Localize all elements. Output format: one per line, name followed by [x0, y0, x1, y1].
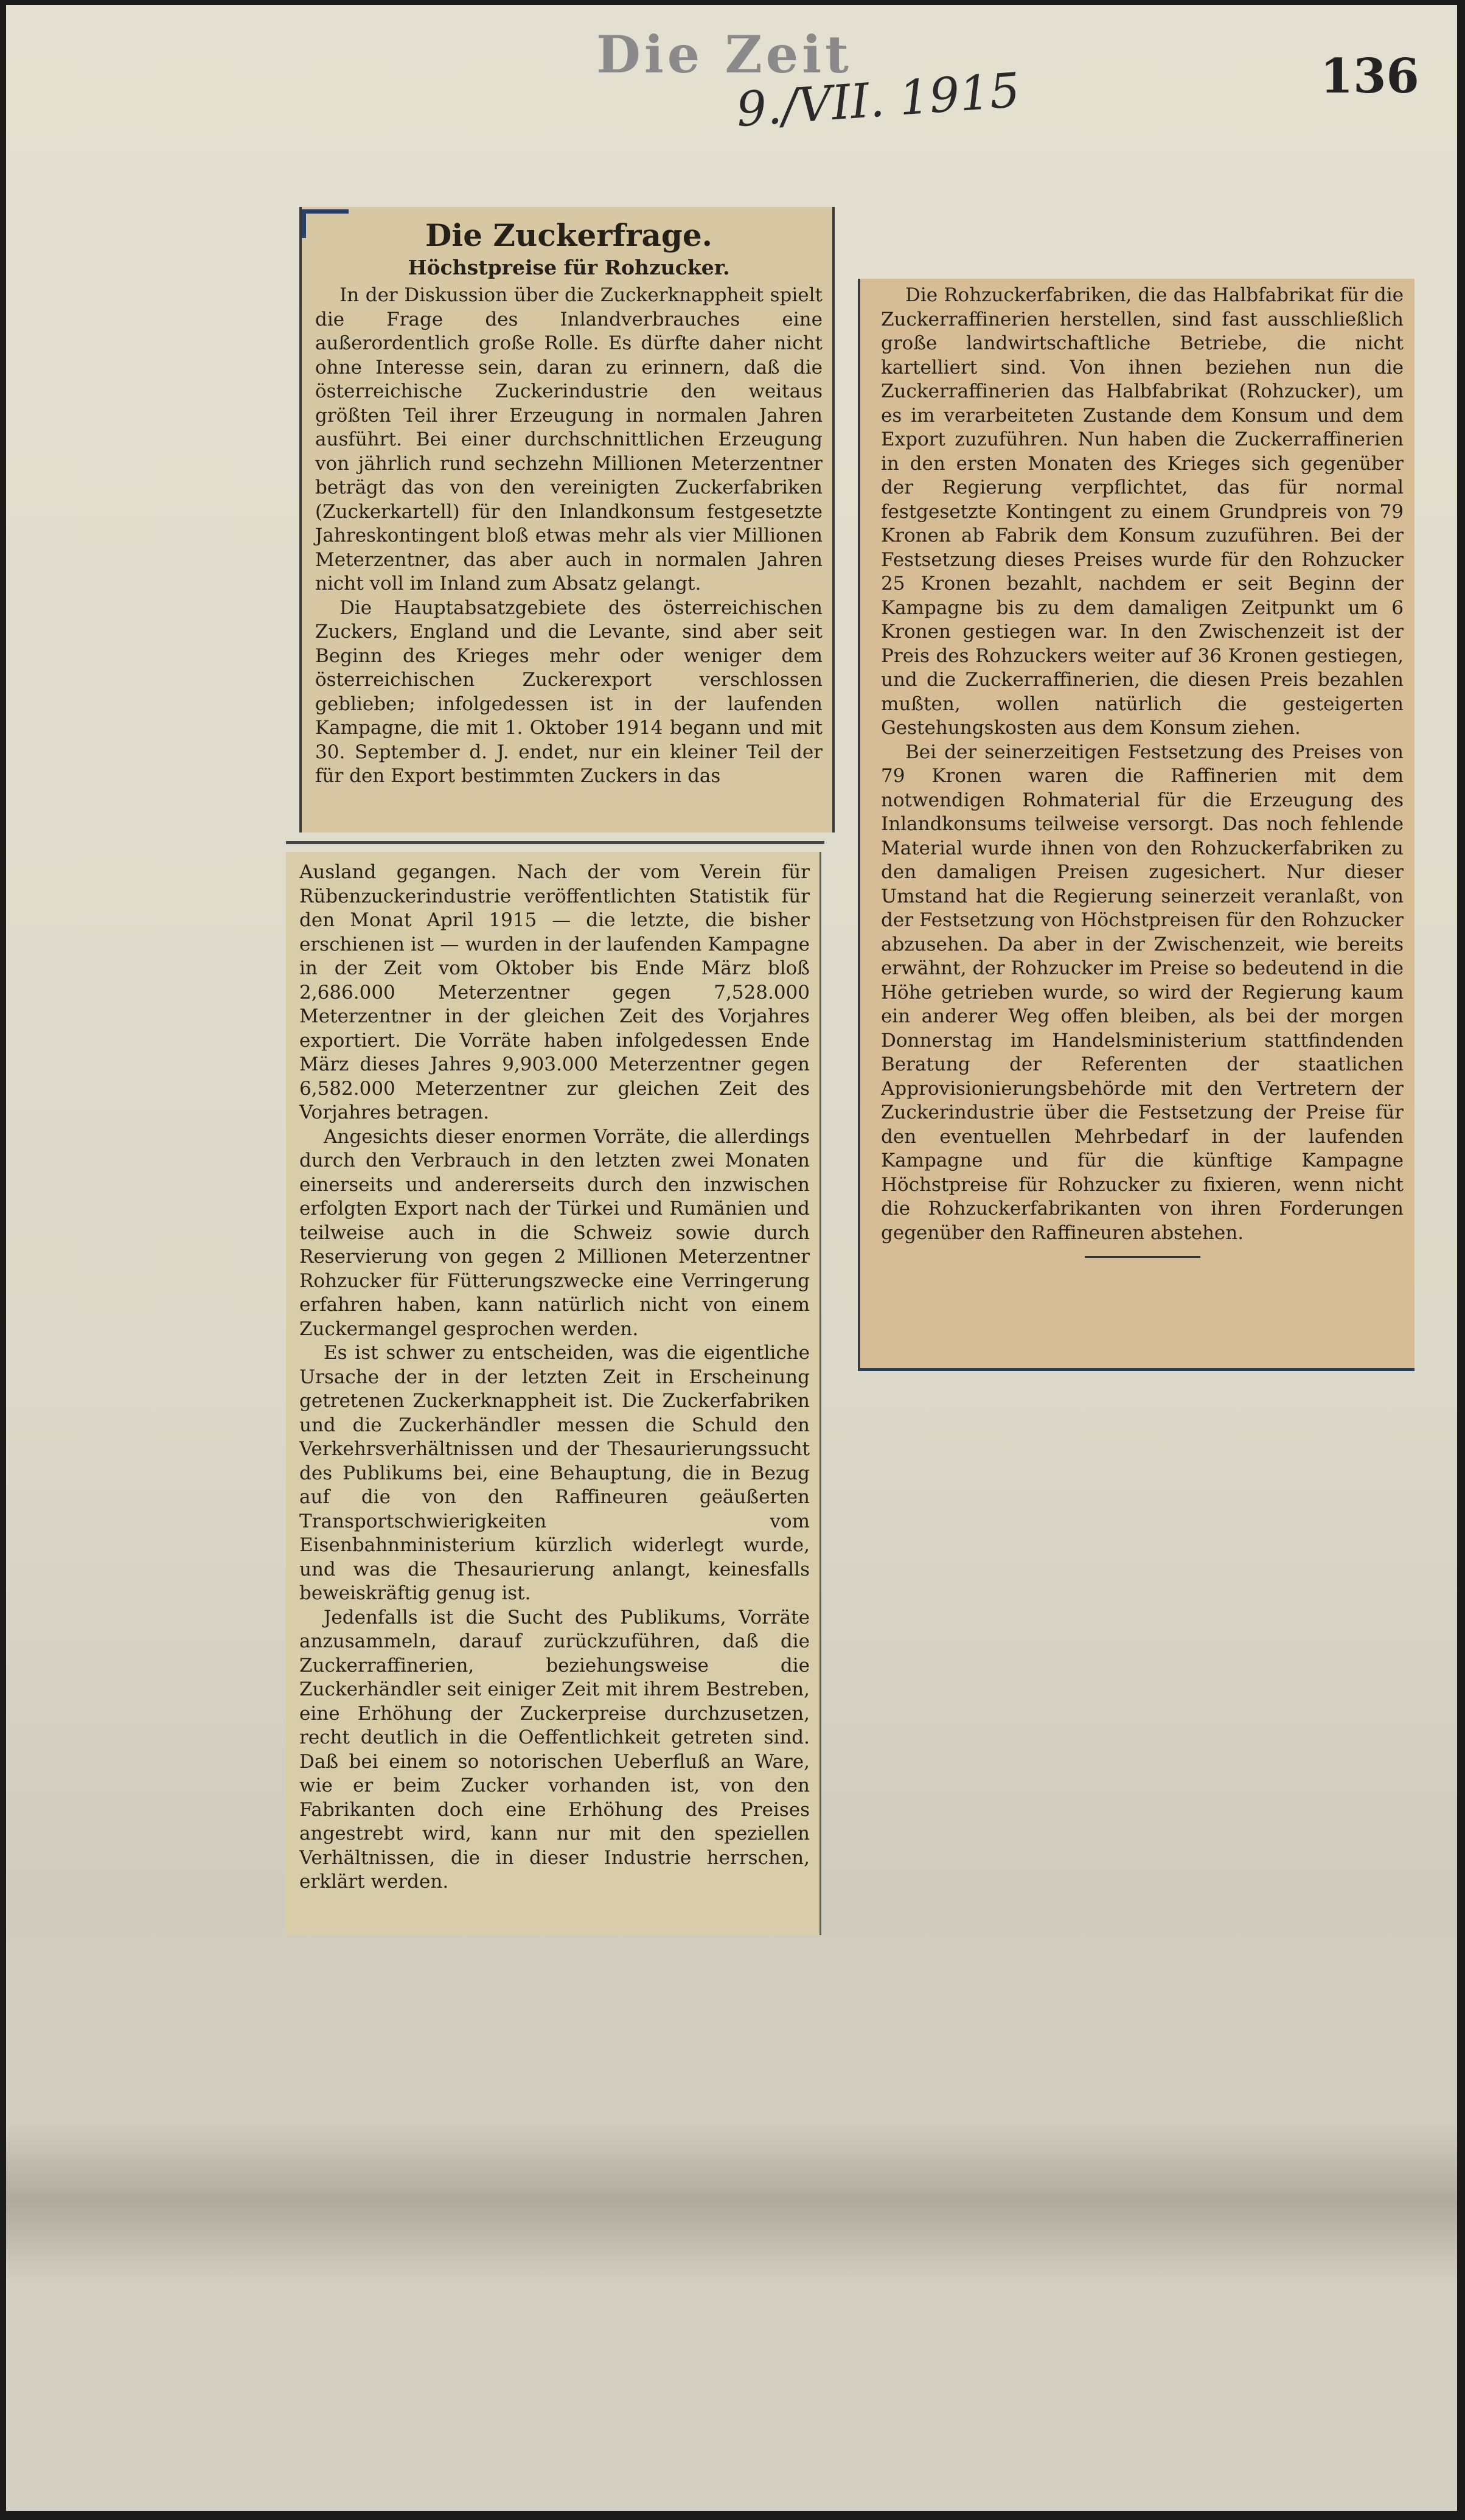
- handwritten-date: 9./VII. 1915: [734, 63, 1022, 138]
- paragraph: Jedenfalls ist die Sucht des Publikums, Vorräte anzusammeln, darauf zurückzuführen, daß die Zuckerraffinerien, beziehungsweise die Zuckerhändler seit einiger Zeit mit ihrem Bestreben, eine Erhöhung der Zuckerpreise durchzusetzen, recht deutlich in die Oeffentlichkeit getreten sind. Daß bei einem so notorischen Ueberfluß an Ware, wie er beim Zucker vorhanden ist, von den Fabrikanten doch eine Erhöhung des Preises angestrebt wird, kann nur mit den speziellen Verhältnissen, die in dieser Industrie herrschen, erklärt werden.: [299, 1606, 810, 1893]
- page-number: 136: [1320, 49, 1419, 104]
- paragraph: Die Hauptabsatzgebiete des österreichischen Zuckers, England und die Levante, sind aber seit Beginn des Krieges mehr oder weniger dem österreichischen Zuckerexport verschlossen geblieben; infolgedessen ist in der laufenden Kampagne, die mit 1. Oktober 1914 begann und mit 30. September d. J. endet, nur ein kleiner Teil der für den Export bestimmten Zuckers in das: [315, 596, 823, 787]
- article-title: Die Zuckerfrage.: [425, 217, 713, 253]
- paragraph: Ausland gegangen. Nach der vom Verein für Rübenzuckerindustrie veröffentlichten Statistik für den Monat April 1915 — die letzte, die bisher erschienen ist — wurden in der laufenden Kampagne in der Zeit vom Oktober bis Ende März bloß 2,686.000 Meterzentner gegen 7,528.000 Meterzentner in der gleichen Zeit des Vorjahres exportiert. Die Vorräte haben infolgedessen Ende März dieses Jahres 9,903.000 Meterzentner gegen 6,582.000 Meterzentner zur gleichen Zeit des Vorjahres betragen.: [299, 861, 810, 1123]
- paragraph: Angesichts dieser enormen Vorräte, die allerdings durch den Verbrauch in den letzten zwei Monaten einerseits und andererseits durch den inzwischen erfolgten Export nach der Türkei und Rumänien und teilweise auch in die Schweiz sowie durch Reservierung von gegen 2 Millionen Meterzentner Rohzucker für Fütterungszwecke eine Verringerung erfahren haben, kann natürlich nicht von einem Zuckermangel gesprochen werden.: [299, 1125, 810, 1340]
- paragraph: Bei der seinerzeitigen Festsetzung des Preises von 79 Kronen waren die Raffinerien mit dem notwendigen Rohmaterial für die Erzeugung des Inlandkonsums teilweise versorgt. Das noch fehlende Material wurde ihnen von den Rohzuckerfabriken zu den damaligen Preisen zugesichert. Nur dieser Umstand hat die Regierung seinerzeit veranlaßt, von der Festsetzung von Höchstpreisen für den Rohzucker abzusehen. Da aber in der Zwischenzeit, wie bereits erwähnt, der Rohzucker im Preise so bedeutend in die Höhe getrieben wurde, so wird der Regierung kaum ein anderer Weg offen bleiben, als bei der morgen Donnerstag im Handelsministerium stattfindenden Beratung der Referenten der staatlichen Approvisionierungsbehörde mit den Vertretern der Zuckerindustrie über die Festsetzung der Preise für den eventuellen Mehrbedarf in der laufenden Kampagne und für die künftige Kampagne Höchstpreise für Rohzucker zu fixieren, wenn nicht die Rohzuckerfabrikanten von ihren Forderungen gegenüber den Raffineuren abstehen.: [881, 741, 1404, 1244]
- clipping-column-3: [858, 279, 1415, 1371]
- fold-shadow: [6, 2123, 1457, 2281]
- newspaper-stamp: Die Zeit: [596, 24, 852, 85]
- paragraph: In der Diskussion über die Zuckerknappheit spielt die Frage des Inlandverbrauches eine außerordentlich große Rolle. Es dürfte daher nicht ohne Interesse sein, daran zu erinnern, daß die österreichische Zuckerindustrie den weitaus größten Teil ihrer Erzeugung in normalen Jahren ausführt. Bei einer durchschnittlichen Erzeugung von jährlich rund sechzehn Millionen Meterzentner beträgt das von den vereinigten Zuckerfabriken (Zuckerkartell) für den Inlandkonsum festgesetzte Jahreskontingent bloß etwas mehr als vier Millionen Meterzentner, das aber auch in normalen Jahren nicht voll im Inland zum Absatz gelangt.: [315, 284, 823, 595]
- clipping-column-1: [299, 207, 835, 832]
- paragraph: Es ist schwer zu entscheiden, was die eigentliche Ursache der in der letzten Zeit in Erscheinung getretenen Zuckerknappheit ist. Die Zuckerfabriken und die Zuckerhändler messen die Schuld den Verkehrsverhältnissen und der Thesaurierungssucht des Publikums bei, eine Behauptung, die in Bezug auf die von den Raffineuren geäußerten Transportschwierigkeiten vom Eisenbahnministerium kürzlich widerlegt wurde, und was die Thesaurierung anlangt, keinesfalls beweiskräftig genug ist.: [299, 1342, 810, 1604]
- clipping-column-2: [286, 852, 821, 1935]
- paragraph: Die Rohzuckerfabriken, die das Halbfabrikat für die Zuckerraffinerien herstellen, sind fast ausschließlich große landwirtschaftliche Betriebe, die nicht kartelliert sind. Von ihnen beziehen nun die Zuckerraffinerien das Halbfabrikat (Rohzucker), um es im verarbeiteten Zustande dem Konsum und dem Export zuzuführen. Nun haben die Zuckerraffinerien in den ersten Monaten des Krieges sich gegenüber der Regierung verpflichtet, das für normal festgesetzte Kontingent zu einem Grundpreis von 79 Kronen ab Fabrik dem Konsum zuzuführen. Bei der Festsetzung dieses Preises wurde für den Rohzucker 25 Kronen bezahlt, nachdem er seit Beginn der Kampagne bis zu dem damaligen Zeitpunkt um 6 Kronen gestiegen war. In den Zwischenzeit ist der Preis des Rohzuckers weiter auf 36 Kronen gestiegen, und die Zuckerraffinerien, die diesen Preis bezahlen mußten, wollen natürlich die gesteigerten Gestehungskosten aus dem Konsum ziehen.: [881, 284, 1404, 739]
- corner-mark: [302, 209, 349, 238]
- article-subtitle: Höchstpreise für Rohzucker.: [408, 256, 730, 279]
- end-rule: [1085, 1256, 1200, 1258]
- column-divider: [286, 841, 824, 844]
